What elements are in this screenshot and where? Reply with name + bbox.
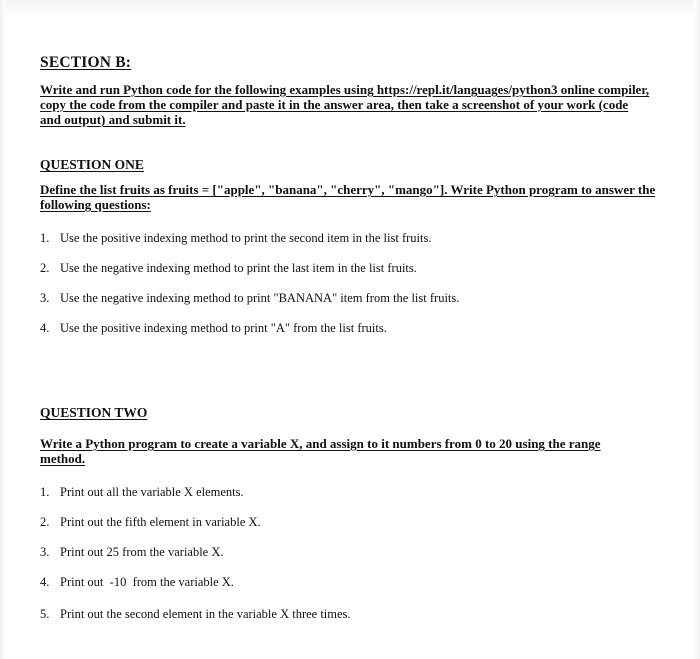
- question-one-title: QUESTION ONE: [40, 157, 144, 172]
- intro-instructions: [40, 82, 652, 127]
- list-item: [40, 291, 459, 306]
- item-text: Use the negative indexing method to print "BANANA" item from the list fruits.: [60, 291, 460, 305]
- item-text: Print out the second element in the variable X three times.: [60, 607, 351, 621]
- item-text: Print out -10 from the variable X.: [60, 575, 234, 589]
- item-number: 4.: [40, 575, 50, 589]
- item-number: 4.: [40, 321, 50, 335]
- item-number: 2.: [40, 261, 50, 275]
- item-number: 2.: [40, 515, 50, 529]
- list-item: [40, 321, 387, 336]
- item-number: 1.: [40, 231, 50, 245]
- top-shadow: [0, 0, 700, 16]
- intro-text-end: online compiler, copy the code from the compiler and paste it in the answer area, then take a screenshot of your work (code and output) and submit it.: [40, 82, 650, 127]
- list-item: [40, 231, 431, 246]
- list-item: [40, 607, 351, 622]
- intro-text-start: Write and run Python code for the following examples using: [40, 82, 377, 97]
- item-number: 3.: [40, 545, 50, 559]
- item-text: Print out 25 from the variable X.: [60, 545, 224, 559]
- item-text: Use the negative indexing method to print the last item in the list fruits.: [60, 261, 417, 275]
- left-edge-shadow: [0, 0, 6, 659]
- item-text: Print out the fifth element in variable X.: [60, 515, 261, 529]
- item-text: Print out all the variable X elements.: [60, 485, 244, 499]
- list-item: [40, 261, 417, 276]
- item-number: 1.: [40, 485, 50, 499]
- list-item: [40, 515, 261, 530]
- question-two-lead: Write a Python program to create a variable X, and assign to it numbers from 0 to 20 using the range method.: [40, 436, 601, 466]
- list-item: [40, 575, 234, 590]
- question-two-title: QUESTION TWO: [40, 405, 148, 420]
- list-item: [40, 485, 244, 500]
- question-one-lead: Define the list fruits as fruits = ["apple", "banana", "cherry", "mango"]. Write Python program to answer the following questions:: [40, 182, 656, 212]
- list-item: [40, 545, 224, 560]
- right-edge-shadow: [694, 0, 700, 659]
- item-text: Use the positive indexing method to print "A" from the list fruits.: [60, 321, 387, 335]
- section-title: SECTION B:: [40, 54, 132, 71]
- item-number: 3.: [40, 291, 50, 305]
- item-text: Use the positive indexing method to print the second item in the list fruits.: [60, 231, 432, 245]
- item-number: 5.: [40, 607, 50, 621]
- intro-link[interactable]: https://repl.it/languages/python3: [376, 82, 558, 97]
